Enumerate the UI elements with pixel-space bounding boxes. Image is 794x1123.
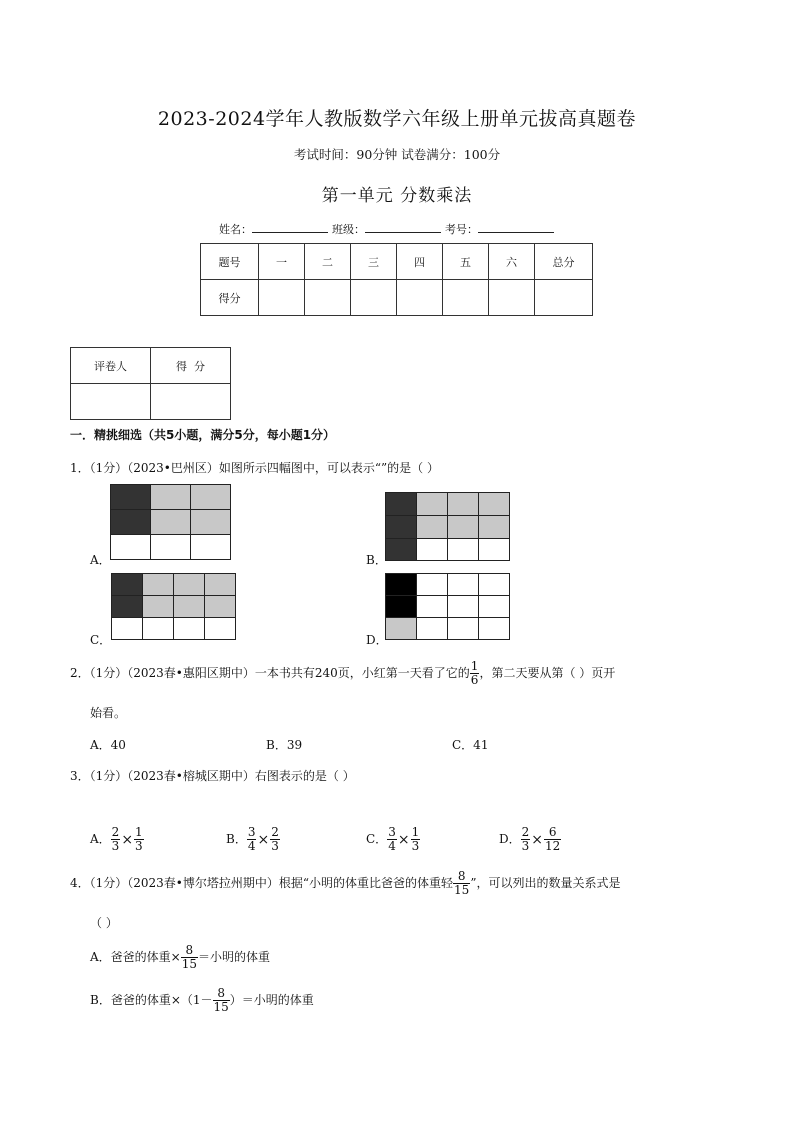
q2-option-c[interactable]: C．41 — [452, 738, 489, 752]
figure-d-cell — [448, 596, 479, 618]
figure-b-cell — [479, 516, 510, 539]
figure-b-cell — [448, 539, 479, 561]
figure-d-cell — [448, 618, 479, 640]
q3-a-frac1 — [111, 826, 121, 853]
frac-numerator: 8 — [213, 987, 230, 1001]
figure-b — [385, 492, 511, 562]
q3-option-c[interactable] — [366, 826, 420, 853]
figure-d-cell — [479, 574, 510, 596]
unit-title: 第一单元 分数乘法 — [321, 186, 473, 206]
figure-b-cell — [386, 516, 417, 539]
name-label: 姓名： — [219, 223, 252, 236]
score-cell[interactable] — [259, 280, 305, 316]
times-sign: × — [531, 831, 543, 848]
q4-text-after: ”，可以列出的数量关系式是 — [470, 876, 621, 890]
frac-numerator: 3 — [388, 825, 396, 839]
frac-denominator: 3 — [135, 839, 143, 853]
q2-option-a[interactable]: A．40 — [90, 738, 126, 752]
exam-title: 2023-2024学年人教版数学六年级上册单元拔高真题卷 — [157, 108, 637, 130]
frac-denominator: 15 — [213, 1000, 229, 1014]
figure-a-cell — [151, 535, 191, 560]
figure-c-cell — [112, 596, 143, 618]
score-header-cell: 一 — [259, 244, 305, 280]
q1-option-b[interactable]: B． — [366, 553, 387, 567]
q4-option-a[interactable] — [90, 944, 270, 971]
figure-c-cell — [205, 618, 236, 640]
grader-label: 评卷人 — [71, 348, 151, 384]
q3-option-d-label: D． — [499, 832, 521, 846]
frac-denominator: 4 — [247, 839, 256, 853]
section-title: 一．精挑细选（共5小题，满分5分，每小题1分） — [70, 428, 336, 442]
q3-option-a-label: A． — [90, 832, 111, 846]
frac-numerator: 6 — [544, 826, 561, 840]
student-info-line — [219, 221, 558, 237]
figure-a-cell — [111, 510, 151, 535]
score-cell[interactable] — [305, 280, 351, 316]
score-header-cell: 五 — [443, 244, 489, 280]
figure-c-cell — [143, 596, 174, 618]
q2-fraction — [470, 660, 480, 687]
grader-cell[interactable] — [71, 384, 151, 420]
grader-score-cell[interactable] — [151, 384, 231, 420]
frac-numerator: 3 — [247, 825, 256, 839]
frac-numerator: 2 — [271, 825, 279, 839]
times-sign: × — [257, 831, 270, 848]
frac-denominator: 15 — [181, 957, 198, 971]
figure-b-cell — [386, 493, 417, 516]
q2-frac-denominator: 6 — [470, 673, 479, 687]
frac-denominator: 3 — [411, 839, 420, 853]
figure-a — [110, 484, 232, 562]
grader-score-label: 得 分 — [151, 348, 231, 384]
q4-fraction — [453, 870, 470, 897]
q4-option-b-before: B．爸爸的体重×（1－ — [90, 993, 213, 1007]
figure-b-cell — [448, 493, 479, 516]
q3-option-d[interactable] — [499, 826, 561, 853]
figure-b-cell — [479, 539, 510, 561]
score-cell[interactable] — [351, 280, 397, 316]
q4-option-b[interactable] — [90, 987, 314, 1014]
score-header-cell: 四 — [397, 244, 443, 280]
figure-c — [111, 573, 237, 641]
score-cell[interactable] — [489, 280, 535, 316]
figure-c-cell — [112, 618, 143, 640]
frac-denominator: 15 — [454, 883, 470, 897]
figure-a-cell — [191, 485, 231, 510]
figure-a-cell — [111, 535, 151, 560]
frac-denominator: 3 — [521, 839, 530, 853]
question-1-text: 1．（1分）（2023•巴州区）如图所示四幅图中，可以表示“”的是（ ） — [70, 461, 439, 475]
q3-option-a[interactable] — [90, 826, 144, 853]
figure-a-cell — [191, 510, 231, 535]
score-header-row — [201, 244, 593, 280]
figure-d-cell — [417, 574, 448, 596]
figure-b-cell — [448, 516, 479, 539]
figure-c-cell — [174, 618, 205, 640]
times-sign: × — [397, 831, 410, 848]
figure-d — [385, 573, 511, 641]
frac-numerator: 8 — [453, 870, 470, 884]
frac-numerator: 2 — [521, 825, 530, 839]
figure-c-cell — [143, 618, 174, 640]
score-cell[interactable] — [443, 280, 489, 316]
class-label: 班级： — [332, 223, 365, 236]
figure-d-cell — [417, 596, 448, 618]
q2-text-before: 2．（1分）（2023春•惠阳区期中）一本书共有240页，小红第一天看了它的 — [70, 666, 470, 680]
q4-option-b-after: ）＝小明的体重 — [229, 993, 314, 1007]
figure-c-cell — [205, 574, 236, 596]
question-3-text: 3．（1分）（2023春•榕城区期中）右图表示的是（ ） — [70, 769, 355, 783]
frac-numerator: 1 — [135, 825, 143, 839]
score-header-cell: 三 — [351, 244, 397, 280]
figure-d-cell — [417, 618, 448, 640]
q2-text-after: ，第二天要从第（ ）页开 — [479, 666, 616, 680]
q3-d-frac2 — [544, 826, 561, 853]
q1-option-c[interactable]: C． — [90, 633, 112, 647]
figure-d-cell — [386, 618, 417, 640]
score-cell[interactable] — [535, 280, 593, 316]
question-4-text — [70, 870, 620, 897]
frac-numerator: 1 — [411, 825, 420, 839]
id-label: 考号： — [445, 223, 478, 236]
figure-d-cell — [479, 618, 510, 640]
q4-option-a-after: ＝小明的体重 — [198, 950, 271, 964]
q2-option-b[interactable]: B．39 — [266, 738, 303, 752]
figure-b-cell — [386, 539, 417, 561]
figure-d-cell — [448, 574, 479, 596]
q3-option-b[interactable] — [226, 826, 280, 853]
question-2-text — [70, 660, 615, 687]
q3-option-b-label: B． — [226, 832, 247, 846]
figure-a-cell — [111, 485, 151, 510]
figure-a-cell — [151, 485, 191, 510]
figure-b-cell — [417, 493, 448, 516]
q3-a-frac2 — [134, 826, 144, 853]
score-table — [200, 243, 593, 316]
q3-c-frac1 — [387, 826, 397, 853]
figure-a-cell — [191, 535, 231, 560]
figure-d-cell — [386, 574, 417, 596]
score-row-label: 得分 — [201, 280, 259, 316]
times-sign: × — [121, 831, 134, 848]
q1-option-d[interactable]: D． — [366, 633, 388, 647]
q1-option-a[interactable]: A． — [90, 553, 111, 567]
frac-denominator: 3 — [111, 839, 120, 853]
score-header-cell: 二 — [305, 244, 351, 280]
grader-table — [70, 347, 231, 420]
q3-d-frac1 — [521, 826, 531, 853]
id-blank[interactable] — [478, 221, 554, 233]
figure-c-cell — [112, 574, 143, 596]
score-header-cell: 六 — [489, 244, 535, 280]
score-cell[interactable] — [397, 280, 443, 316]
figure-b-cell — [417, 516, 448, 539]
q4-b-fraction — [213, 987, 230, 1014]
figure-a-cell — [151, 510, 191, 535]
frac-denominator: 3 — [271, 839, 279, 853]
q2-frac-numerator: 1 — [470, 659, 479, 673]
frac-denominator: 4 — [388, 839, 396, 853]
q3-b-frac2 — [270, 826, 280, 853]
q3-b-frac1 — [247, 826, 257, 853]
figure-c-cell — [205, 596, 236, 618]
q4-a-fraction — [181, 944, 198, 971]
figure-d-cell — [386, 596, 417, 618]
figure-b-cell — [417, 539, 448, 561]
class-blank[interactable] — [365, 221, 441, 233]
score-value-row — [201, 280, 593, 316]
question-4-line2: （ ） — [90, 916, 118, 930]
figure-b-cell — [479, 493, 510, 516]
exam-subtitle: 考试时间：90分钟 试卷满分：100分 — [293, 147, 501, 162]
figure-c-cell — [174, 596, 205, 618]
figure-c-cell — [143, 574, 174, 596]
frac-numerator: 2 — [111, 825, 120, 839]
q4-text-before: 4．（1分）（2023春•博尔塔拉州期中）根据“小明的体重比爸爸的体重轻 — [70, 876, 454, 890]
frac-denominator: 12 — [545, 839, 561, 853]
q3-c-frac2 — [411, 826, 421, 853]
frac-numerator: 8 — [181, 944, 198, 958]
question-2-line2: 始看。 — [90, 706, 127, 720]
score-header-cell: 总分 — [535, 244, 593, 280]
score-header-cell: 题号 — [201, 244, 259, 280]
name-blank[interactable] — [252, 221, 328, 233]
q3-option-c-label: C． — [366, 832, 388, 846]
q4-option-a-before: A．爸爸的体重× — [90, 950, 181, 964]
figure-c-cell — [174, 574, 205, 596]
figure-d-cell — [479, 596, 510, 618]
